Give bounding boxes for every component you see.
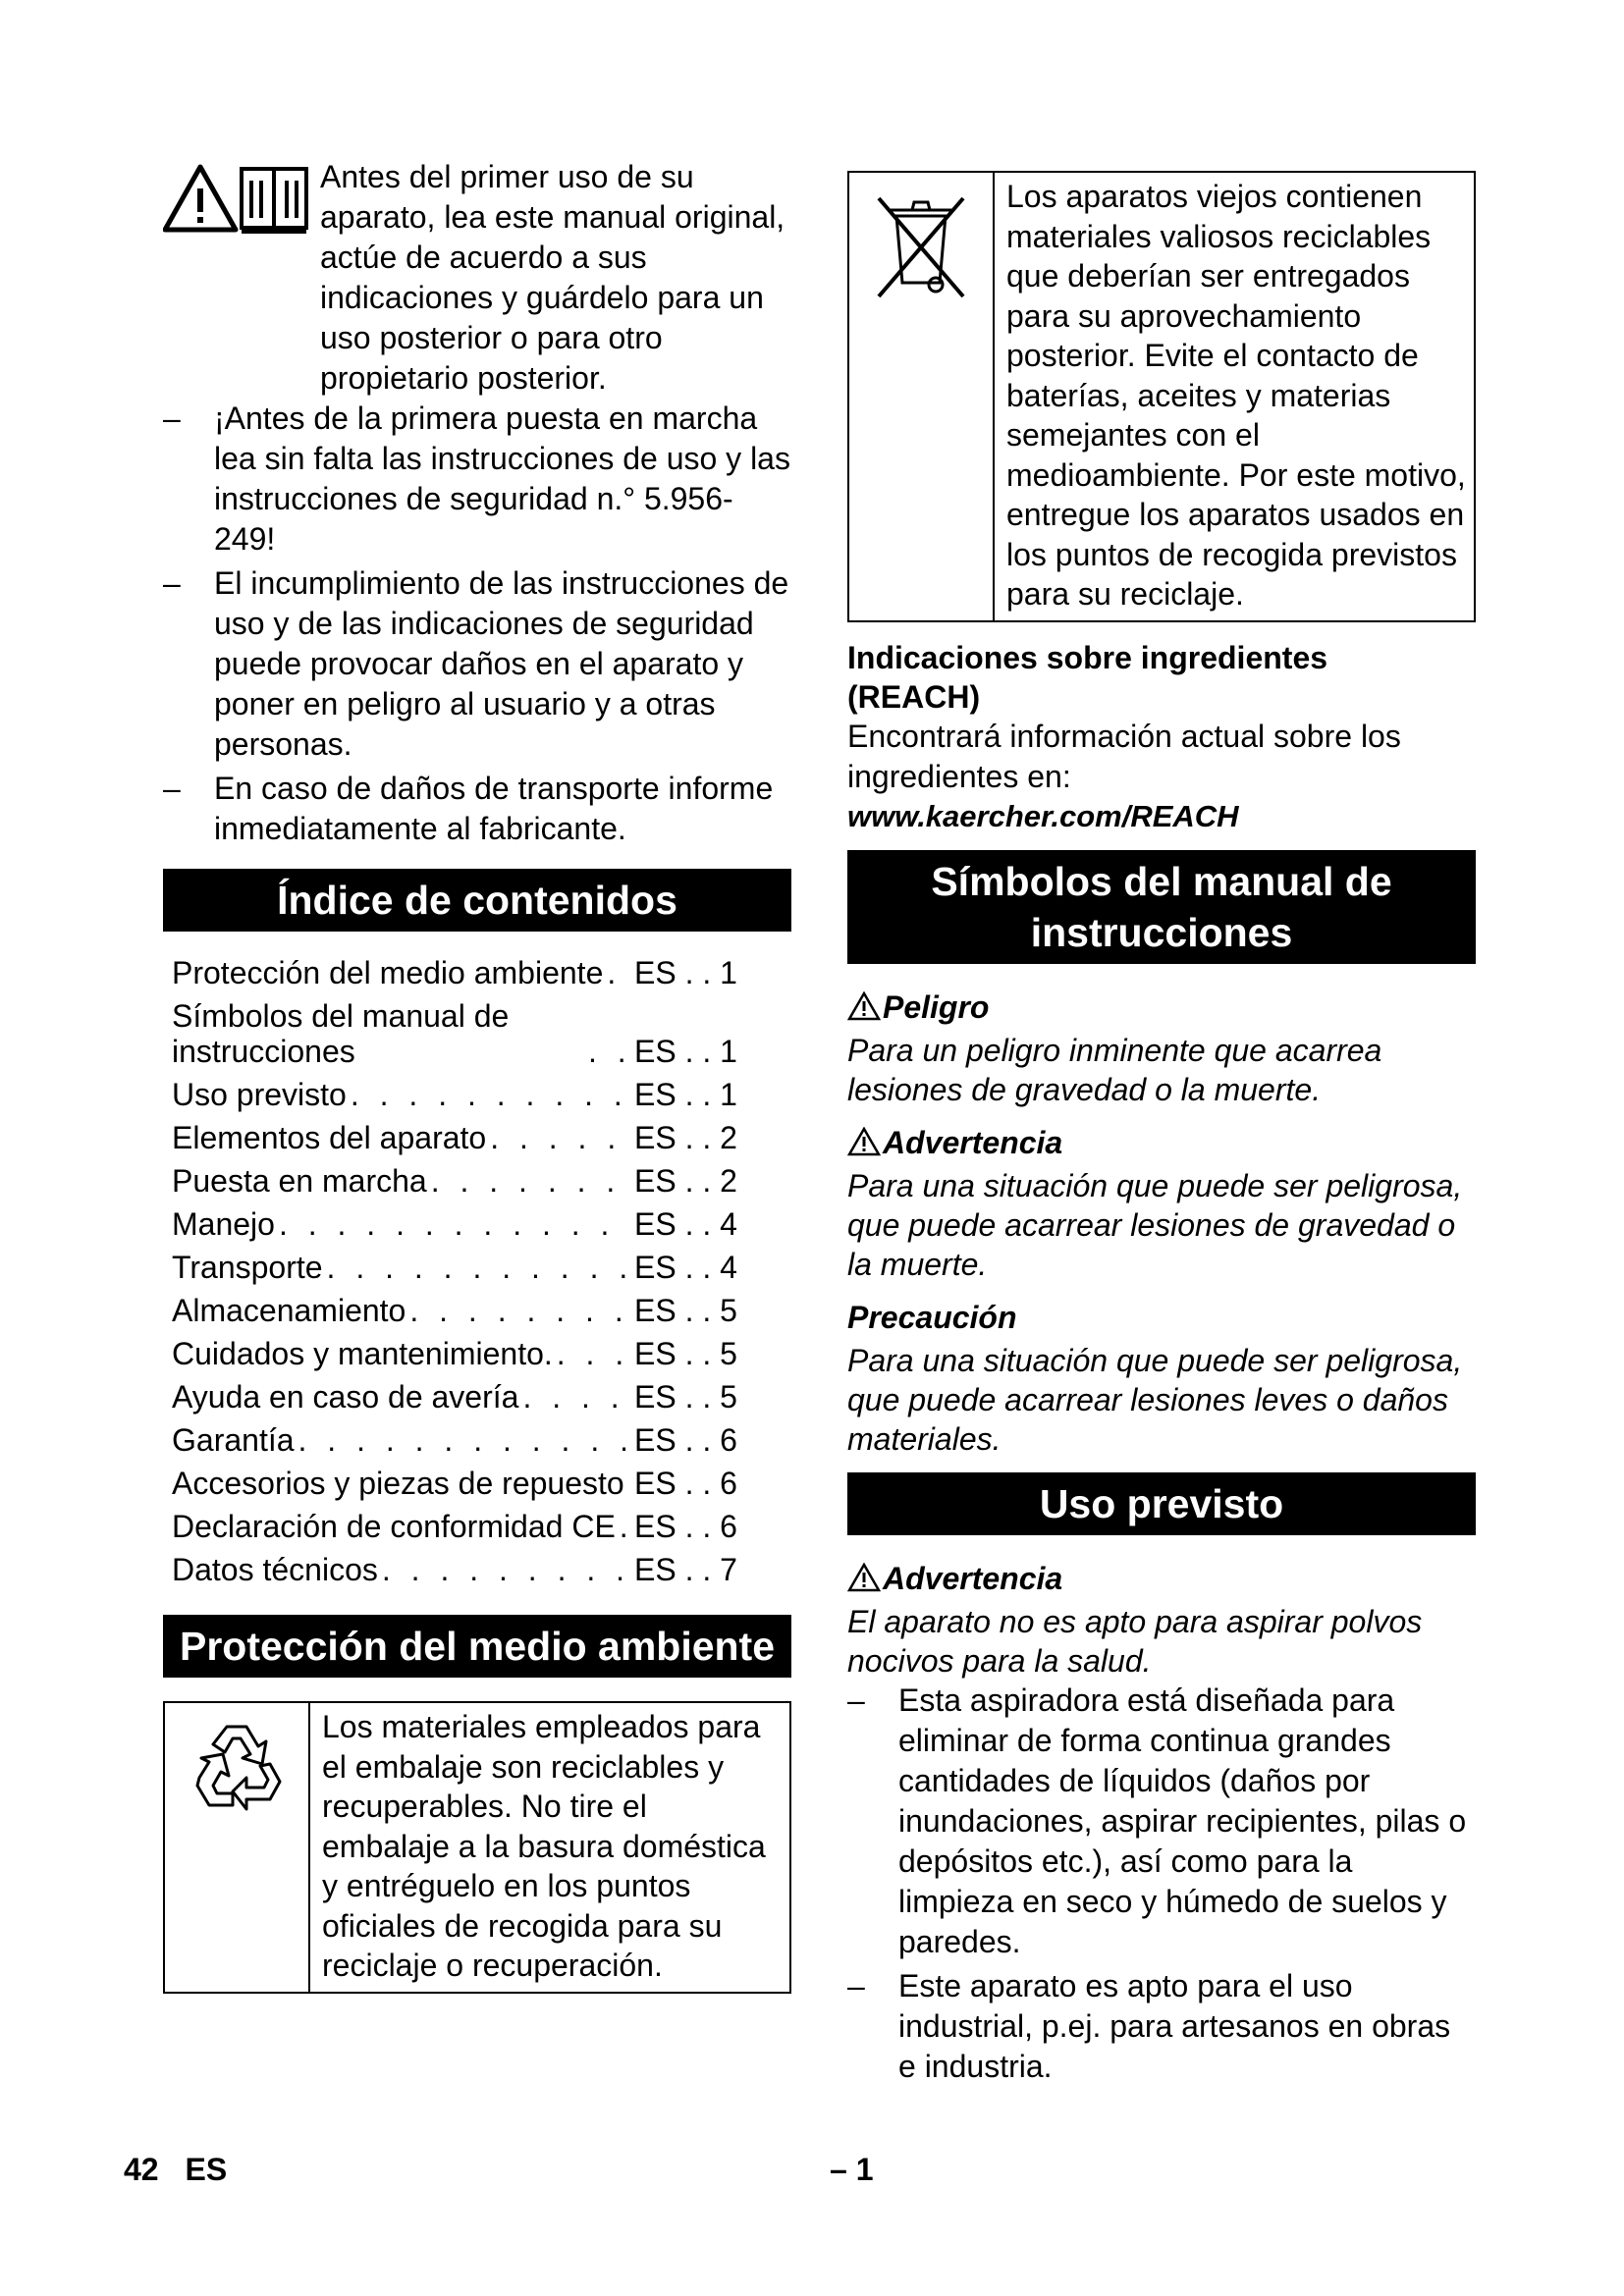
toc-leader	[553, 1336, 628, 1371]
reach-link[interactable]: www.kaercher.com/REACH	[847, 798, 1239, 833]
toc-entry[interactable]	[172, 1206, 791, 1242]
reach-heading: Indicaciones sobre ingredientes (REACH)	[847, 639, 1328, 715]
toc-entry[interactable]	[172, 1509, 791, 1544]
warning-triangle-icon	[165, 167, 236, 230]
toc-entry-title: Datos técnicos	[172, 1552, 378, 1587]
toc-entry-title: Puesta en marcha	[172, 1163, 427, 1199]
intro-item	[163, 563, 791, 765]
symbols-heading: Símbolos del manual de instrucciones	[847, 850, 1476, 964]
toc-entry-title: Ayuda en caso de avería	[172, 1379, 519, 1415]
toc-entry-title: Protección del medio ambiente	[172, 955, 604, 990]
use-item	[847, 1681, 1476, 1962]
toc-entry[interactable]	[172, 1336, 791, 1371]
dash-marker: –	[847, 1682, 865, 1718]
symbol-caution-label: Precaución	[847, 1299, 1017, 1335]
intro-item-text: El incumplimiento de las instrucciones de uso y de las indicaciones de seguridad puede provocar daños en el aparato y poner en peligro al usuario y a otras personas.	[214, 565, 789, 762]
toc-entry[interactable]	[172, 1466, 791, 1501]
intro-item	[163, 399, 791, 560]
old-devices-icon-cell	[849, 173, 995, 620]
toc-heading: Índice de contenidos	[163, 869, 791, 932]
use-warning-text: El aparato no es apto para aspirar polvos nocivos para la salud.	[847, 1603, 1423, 1679]
dash-marker: –	[847, 1967, 865, 2003]
intro-block	[163, 157, 791, 399]
toc-entry[interactable]	[172, 1120, 791, 1155]
toc-leader	[347, 1077, 628, 1112]
footer-page-info	[124, 2152, 227, 2188]
symbol-danger-text: Para un peligro inminente que acarrea lesiones de gravedad o la muerte.	[847, 1032, 1382, 1107]
toc-entry[interactable]	[172, 1293, 791, 1328]
toc-entry[interactable]	[172, 998, 791, 1069]
toc-leader	[603, 955, 628, 990]
toc-entry-page: ES . . 5	[634, 1336, 737, 1371]
toc-leader	[584, 1034, 628, 1069]
symbol-danger-label	[847, 988, 1476, 1027]
crossed-bin-icon	[867, 187, 975, 304]
use-item-text: Esta aspiradora está diseñada para eliminar de forma continua grandes cantidades de líquidos (daños por inundaciones, aspirar recipientes, pilas o depósitos etc.), así como para la limpieza en seco y húmedo de suelos y paredes.	[898, 1682, 1467, 1959]
toc-entry[interactable]	[172, 1379, 791, 1415]
symbol-label-text: Peligro	[883, 988, 990, 1025]
left-column	[163, 157, 791, 1994]
toc-entry-title: Manejo	[172, 1206, 275, 1242]
toc-leader	[616, 1509, 628, 1544]
symbol-warning-text: Para una situación que puede ser peligrosa, que puede acarrear lesiones de gravedad o la muerte.	[847, 1167, 1463, 1282]
manual-book-icon	[242, 169, 306, 232]
toc-entry-title: Símbolos del manual de instrucciones	[172, 998, 510, 1069]
use-warning-label	[847, 1559, 1476, 1598]
toc-entry-title: Almacenamiento	[172, 1293, 406, 1328]
intro-text: Antes del primer uso de su aparato, lea este manual original, actúe de acuerdo a sus indicaciones y guárdelo para un uso posterior o para otro propietario posterior.	[320, 159, 785, 396]
toc-entry-page: ES . . 2	[634, 1120, 737, 1155]
toc-entry[interactable]	[172, 1163, 791, 1199]
symbol-caution-text: Para una situación que puede ser peligrosa, que puede acarrear lesiones leves o daños materiales.	[847, 1342, 1463, 1457]
old-devices-text: Los aparatos viejos contienen materiales valiosos reciclables que deberían ser entregados para su aprovechamiento posterior. Evite el contacto de baterías, aceites y materias semejantes con el medioambiente. Por este motivo, entregue los aparatos usados en los puntos de recogida previstos para su reciclaje.	[1006, 179, 1466, 612]
warning-triangle-icon	[847, 1563, 881, 1592]
toc-leader	[486, 1120, 628, 1155]
toc-entry-page: ES . . 4	[634, 1250, 737, 1285]
footer-language: ES	[185, 2152, 228, 2187]
symbol-warning-label	[847, 1123, 1476, 1162]
packaging-text: Los materiales empleados para el embalaje son reciclables y recuperables. No tire el embalaje a la basura doméstica y entréguelo en los puntos oficiales de recogida para su reciclaje o recuperación.	[322, 1709, 766, 1983]
toc-entry-page: ES . . 6	[634, 1509, 737, 1544]
toc-entry-title: Uso previsto	[172, 1077, 347, 1112]
use-warning-label-text: Advertencia	[883, 1560, 1063, 1596]
toc-entry-page: ES . . 1	[634, 1034, 737, 1069]
toc-entry-page: ES . . 6	[634, 1466, 737, 1501]
toc-leader	[406, 1293, 628, 1328]
toc-entry[interactable]	[172, 1422, 791, 1458]
toc-entry-title: Accesorios y piezas de repuesto	[172, 1466, 624, 1501]
toc-entry-page: ES . . 5	[634, 1379, 737, 1415]
footer-page-number: 42	[124, 2152, 159, 2187]
toc-entry[interactable]	[172, 1552, 791, 1587]
symbol-label-text: Advertencia	[883, 1124, 1063, 1160]
toc-entry-page: ES . . 1	[634, 955, 737, 990]
intro-item	[163, 769, 791, 849]
toc-entry-title: Declaración de conformidad CE	[172, 1509, 616, 1544]
toc-entry[interactable]	[172, 1250, 791, 1285]
toc-entry[interactable]	[172, 1077, 791, 1112]
toc-entry-page: ES . . 7	[634, 1552, 737, 1587]
toc-entry-page: ES . . 6	[634, 1422, 737, 1458]
toc-leader	[518, 1379, 628, 1415]
use-heading: Uso previsto	[847, 1472, 1476, 1535]
toc-leader	[378, 1552, 628, 1587]
toc-entry-page: ES . . 5	[634, 1293, 737, 1328]
toc-leader	[427, 1163, 628, 1199]
use-item	[847, 1966, 1476, 2087]
toc-entry-title: Garantía	[172, 1422, 295, 1458]
footer-section-page: – 1	[830, 2152, 874, 2187]
right-column	[847, 171, 1476, 2091]
use-item-text: Este aparato es apto para el uso industrial, p.ej. para artesanos en obras e industria.	[898, 1967, 1451, 2084]
toc-leader	[275, 1206, 628, 1242]
recycle-icon	[188, 1717, 286, 1815]
packaging-box	[163, 1701, 791, 1994]
toc-entry-title: Transporte	[172, 1250, 323, 1285]
toc-entry-title: Cuidados y mantenimiento.	[172, 1336, 553, 1371]
toc-leader	[323, 1250, 628, 1285]
dash-marker: –	[163, 771, 181, 806]
toc-entry-page: ES . . 4	[634, 1206, 737, 1242]
packaging-icon-cell	[165, 1703, 310, 1992]
intro-icons	[163, 161, 310, 236]
intro-item-text: En caso de daños de transporte informe inmediatamente al fabricante.	[214, 771, 774, 846]
toc-entry-page: ES . . 2	[634, 1163, 737, 1199]
old-devices-box	[847, 171, 1476, 622]
reach-text: Encontrará información actual sobre los ingredientes en:	[847, 718, 1401, 794]
toc-entry[interactable]	[172, 955, 791, 990]
toc-entry-title: Elementos del aparato	[172, 1120, 487, 1155]
toc-entry-page: ES . . 1	[634, 1077, 737, 1112]
dash-marker: –	[163, 565, 181, 601]
table-of-contents	[163, 955, 791, 1587]
environment-heading: Protección del medio ambiente	[163, 1615, 791, 1678]
warning-triangle-icon	[847, 991, 881, 1021]
toc-leader	[295, 1422, 628, 1458]
intro-item-text: ¡Antes de la primera puesta en marcha lea sin falta las instrucciones de uso y las instrucciones de seguridad n.° 5.956-249!	[214, 400, 790, 557]
dash-marker: –	[163, 400, 181, 436]
warning-triangle-icon	[847, 1127, 881, 1156]
